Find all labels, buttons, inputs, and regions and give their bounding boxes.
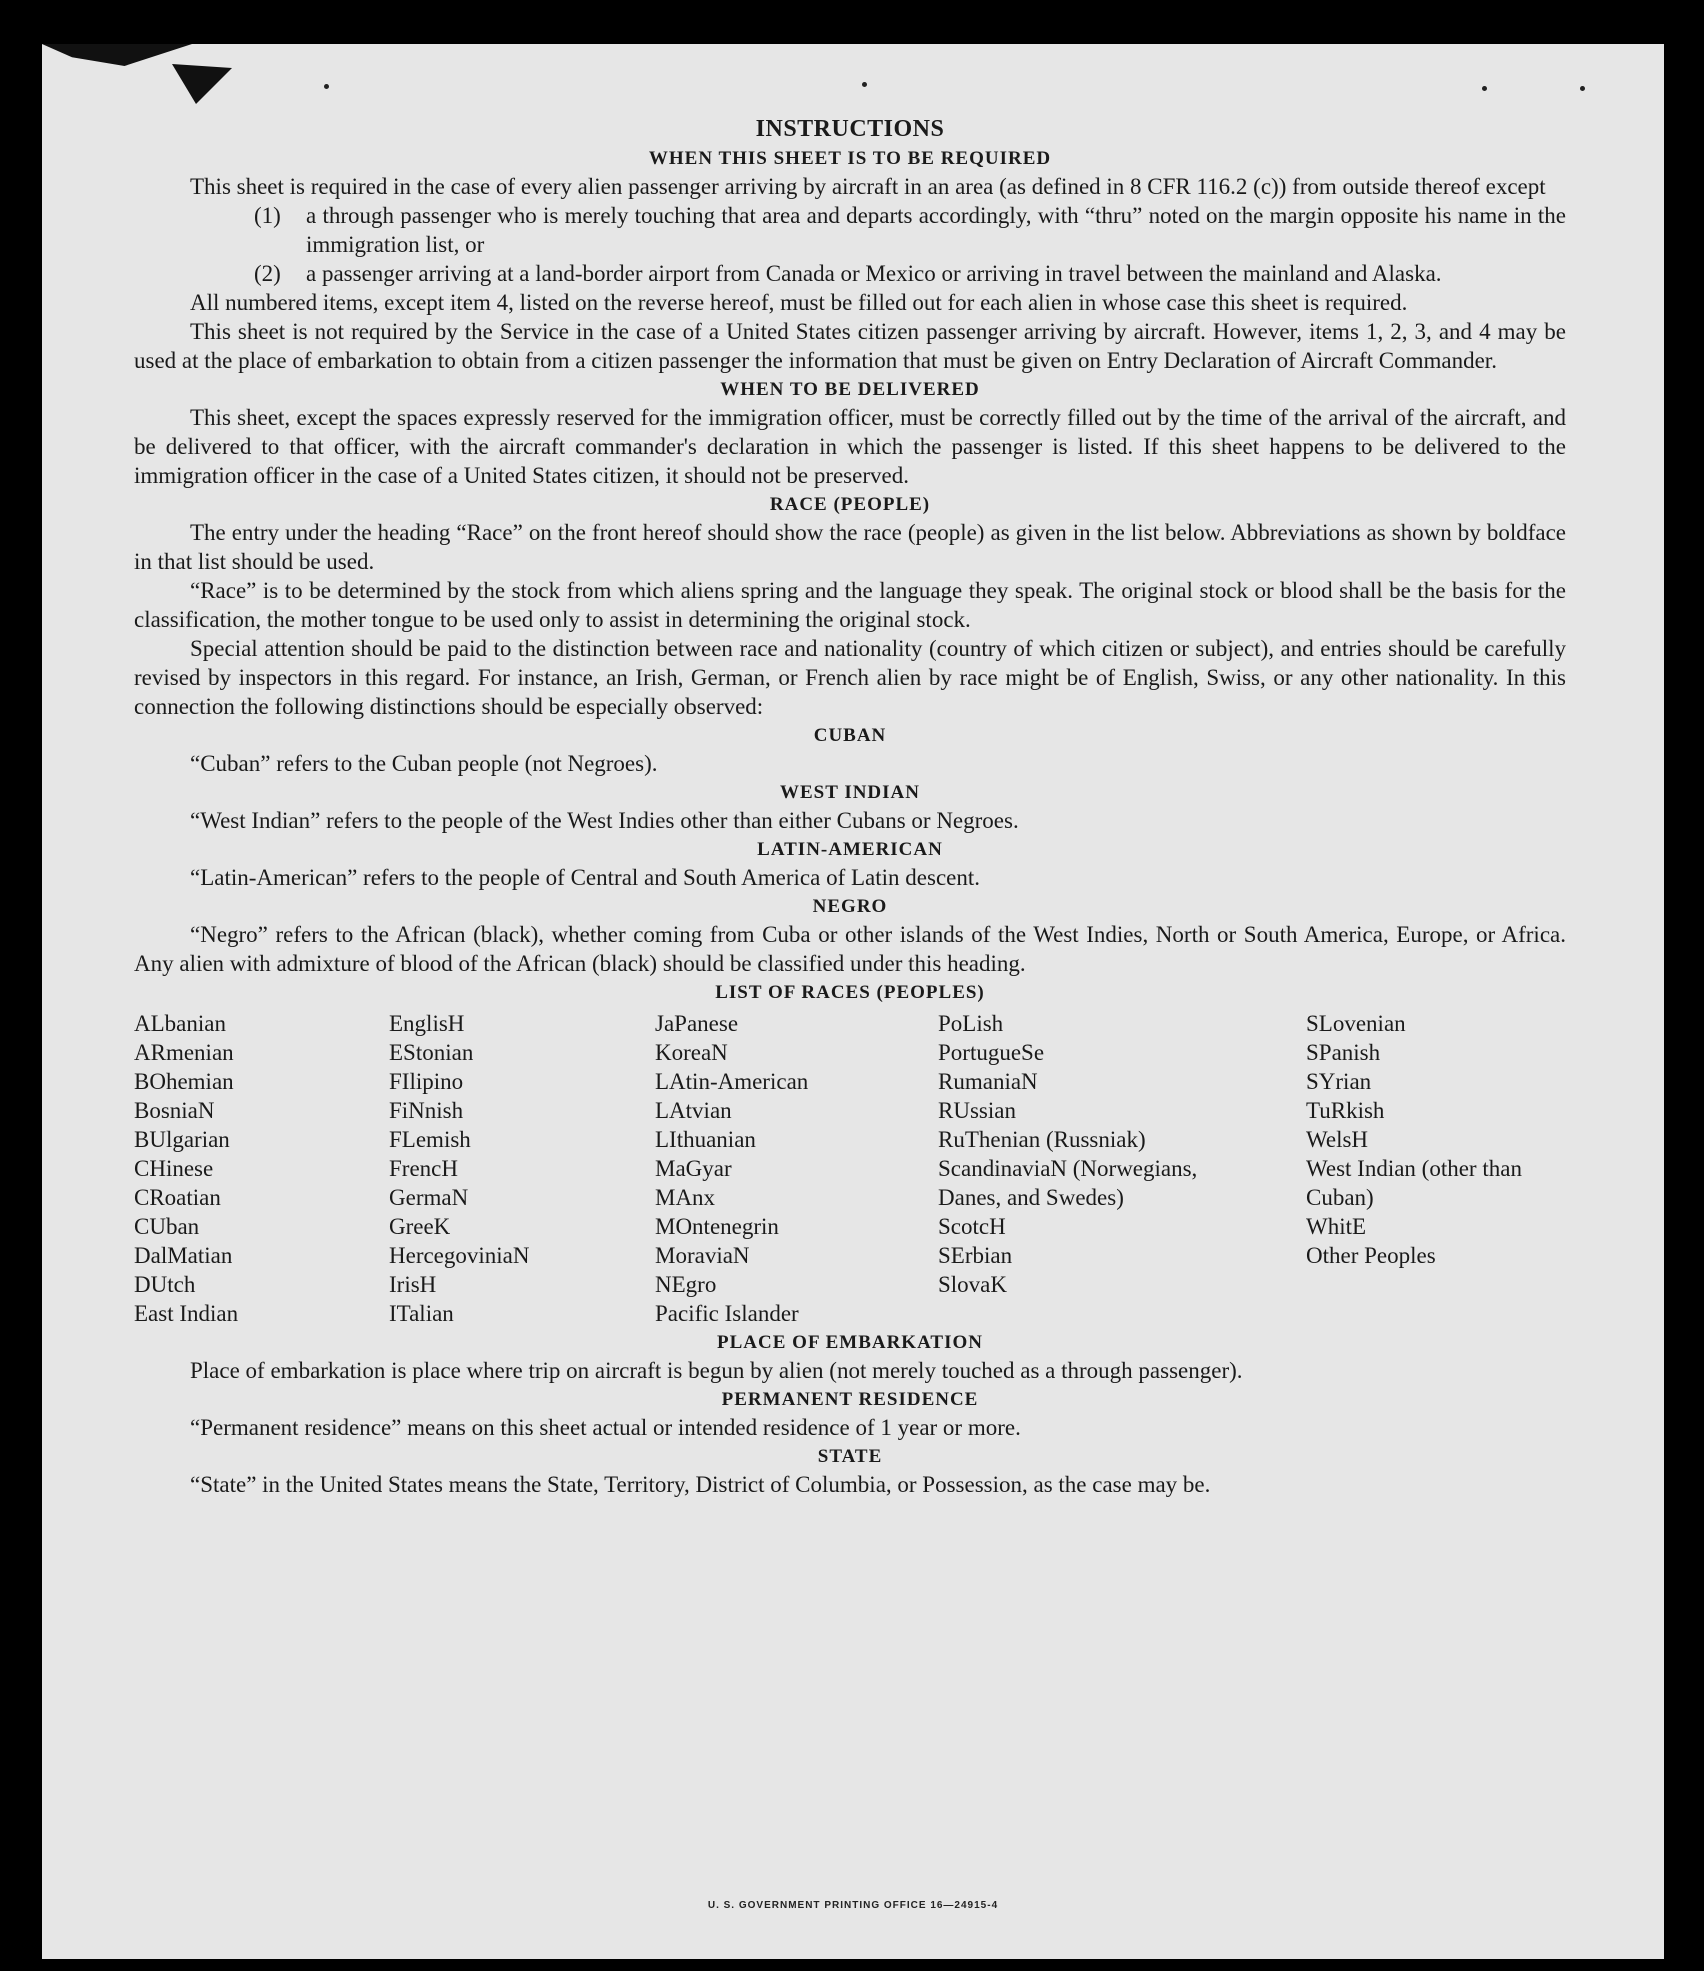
race-entry: SPanish: [1306, 1040, 1381, 1065]
race-entry: BOhemian: [134, 1069, 234, 1094]
race-column: [389, 1009, 655, 1328]
paragraph: “Permanent residence” means on this sheet actual or intended residence of 1 year or more.: [190, 1415, 1021, 1440]
speck: [1482, 86, 1487, 91]
section-heading: WHEN TO BE DELIVERED: [720, 379, 980, 400]
race-entry: IrisH: [389, 1272, 437, 1297]
race-entry: GreeK: [389, 1214, 451, 1239]
race-column: [1306, 1009, 1566, 1328]
exception-item: [134, 259, 1566, 288]
paragraph: “West Indian” refers to the people of the West Indies other than either Cubans or Negroes.: [190, 808, 1019, 833]
race-entry: PortugueSe: [938, 1040, 1045, 1065]
speck: [324, 84, 329, 89]
section-heading: CUBAN: [813, 725, 887, 746]
race-entry: TuRkish: [1306, 1098, 1385, 1123]
race-entry: PoLish: [938, 1011, 1004, 1036]
paragraph: Place of embarkation is place where trip on aircraft is begun by alien (not merely touched as a through passenger).: [190, 1358, 1243, 1383]
race-entry: ALbanian: [134, 1011, 226, 1036]
race-entry: SlovaK: [938, 1272, 1007, 1297]
race-entry: KoreaN: [655, 1040, 728, 1065]
item-number: (2): [254, 261, 281, 286]
page-title: INSTRUCTIONS: [755, 116, 945, 142]
paragraph: Special attention should be paid to the distinction between race and nationality (country of which citizen or subject), and entries should be carefully revised by inspectors in this regard. For instance, an Irish, German, or French alien by race might be of English, Swiss, or any other nationality. In this connection the following distinctions should be especially observed:: [134, 636, 1566, 719]
paragraph: “Negro” refers to the African (black), whether coming from Cuba or other islands of the West Indies, North or South America, Europe, or Africa. Any alien with admixture of blood of the African (black) should be classified under this heading.: [134, 922, 1566, 976]
paragraph: This sheet, except the spaces expressly reserved for the immigration officer, must be correctly filled out by the time of the arrival of the aircraft, and be delivered to that officer, with the aircraft commander's declaration in which the passenger is listed. If this sheet happens to be delivered to the immigration officer in the case of a United States citizen, it should not be preserved.: [134, 405, 1566, 488]
section-heading: PERMANENT RESIDENCE: [721, 1389, 979, 1410]
race-entry: ITalian: [389, 1301, 454, 1326]
race-entry: CHinese: [134, 1156, 214, 1181]
race-entry: SLovenian: [1306, 1011, 1406, 1036]
race-entry: ScandinaviaN (Norwegians, Danes, and Swedes): [938, 1156, 1198, 1210]
paragraph: All numbered items, except item 4, listed on the reverse hereof, must be filled out for each alien in whose case this sheet is required.: [190, 290, 1408, 315]
paragraph: “Race” is to be determined by the stock from which aliens spring and the language they speak. The original stock or blood shall be the basis for the classification, the mother tongue to be used only to assist in determining the original stock.: [134, 578, 1566, 632]
section-heading: LATIN-AMERICAN: [757, 839, 943, 860]
race-entry: SYrian: [1306, 1069, 1372, 1094]
race-entry: FiNnish: [389, 1098, 464, 1123]
race-entry: LAtvian: [655, 1098, 732, 1123]
race-entry: East Indian: [134, 1301, 239, 1326]
race-entry: Other Peoples: [1306, 1243, 1436, 1268]
race-entry: SErbian: [938, 1243, 1013, 1268]
race-entry: West Indian (other than Cuban): [1306, 1156, 1522, 1210]
race-entry: FIlipino: [389, 1069, 464, 1094]
race-entry: GermaN: [389, 1185, 469, 1210]
race-entry: LAtin-American: [655, 1069, 809, 1094]
race-entry: EStonian: [389, 1040, 474, 1065]
race-entry: ARmenian: [134, 1040, 234, 1065]
race-entry: RUssian: [938, 1098, 1016, 1123]
section-heading: PLACE OF EMBARKATION: [717, 1332, 983, 1353]
section-heading: LIST OF RACES (PEOPLES): [715, 982, 985, 1003]
item-number: (1): [254, 203, 281, 228]
race-entry: FrencH: [389, 1156, 458, 1181]
race-entry: CRoatian: [134, 1185, 221, 1210]
race-entry: HercegoviniaN: [389, 1243, 530, 1268]
exception-item: [134, 201, 1566, 259]
race-entry: EnglisH: [389, 1011, 465, 1036]
race-entry: Pacific Islander: [655, 1301, 799, 1326]
race-entry: DalMatian: [134, 1243, 233, 1268]
section-heading: WEST INDIAN: [780, 782, 920, 803]
race-entry: LIthuanian: [655, 1127, 756, 1152]
paragraph: The entry under the heading “Race” on the front hereof should show the race (people) as given in the list below. Abbreviations as shown by boldface in that list should be used.: [134, 520, 1566, 574]
section-heading: WHEN THIS SHEET IS TO BE REQUIRED: [648, 148, 1052, 169]
speck: [862, 82, 867, 87]
ink-smudge: [172, 64, 232, 104]
item-text: a passenger arriving at a land-border airport from Canada or Mexico or arriving in travel between the mainland and Alaska.: [306, 261, 1442, 286]
race-list: [134, 1009, 1566, 1328]
race-entry: MaGyar: [655, 1156, 732, 1181]
paragraph: This sheet is required in the case of every alien passenger arriving by aircraft in an area (as defined in 8 CFR 116.2 (c)) from outside thereof except: [190, 174, 1546, 199]
race-column: [938, 1009, 1306, 1328]
section-heading: STATE: [817, 1446, 883, 1467]
section-heading: NEGRO: [812, 896, 888, 917]
race-entry: NEgro: [655, 1272, 717, 1297]
race-entry: ScotcH: [938, 1214, 1006, 1239]
paragraph: “State” in the United States means the State, Territory, District of Columbia, or Possession, as the case may be.: [190, 1472, 1211, 1497]
race-entry: MoraviaN: [655, 1243, 750, 1268]
race-column: [655, 1009, 938, 1328]
printer-imprint: U. S. GOVERNMENT PRINTING OFFICE 16—24915-4: [707, 1900, 999, 1911]
race-entry: MOntenegrin: [655, 1214, 779, 1239]
document-page: [42, 44, 1664, 1959]
race-column: [134, 1009, 389, 1328]
race-entry: WhitE: [1306, 1214, 1367, 1239]
speck: [1580, 86, 1585, 91]
race-entry: WelsH: [1306, 1127, 1369, 1152]
paragraph: “Cuban” refers to the Cuban people (not Negroes).: [190, 751, 658, 776]
item-text: a through passenger who is merely touching that area and departs accordingly, with “thru” noted on the margin opposite his name in the immigration list, or: [306, 203, 1566, 257]
race-entry: DUtch: [134, 1272, 196, 1297]
race-entry: RumaniaN: [938, 1069, 1038, 1094]
paragraph: “Latin-American” refers to the people of Central and South America of Latin descent.: [190, 865, 980, 890]
race-entry: CUban: [134, 1214, 200, 1239]
ink-smudge: [42, 44, 192, 66]
race-entry: RuThenian (Russniak): [938, 1127, 1146, 1152]
race-entry: BosniaN: [134, 1098, 215, 1123]
instructions-body: [134, 114, 1566, 1499]
race-entry: MAnx: [655, 1185, 716, 1210]
race-entry: BUlgarian: [134, 1127, 230, 1152]
race-entry: FLemish: [389, 1127, 471, 1152]
paragraph: This sheet is not required by the Service in the case of a United States citizen passenger arriving by aircraft. However, items 1, 2, 3, and 4 may be used at the place of embarkation to obtain from a citizen passenger the information that must be given on Entry Declaration of Aircraft Commander.: [134, 319, 1566, 373]
section-heading: RACE (PEOPLE): [769, 494, 931, 515]
race-entry: JaPanese: [655, 1011, 739, 1036]
